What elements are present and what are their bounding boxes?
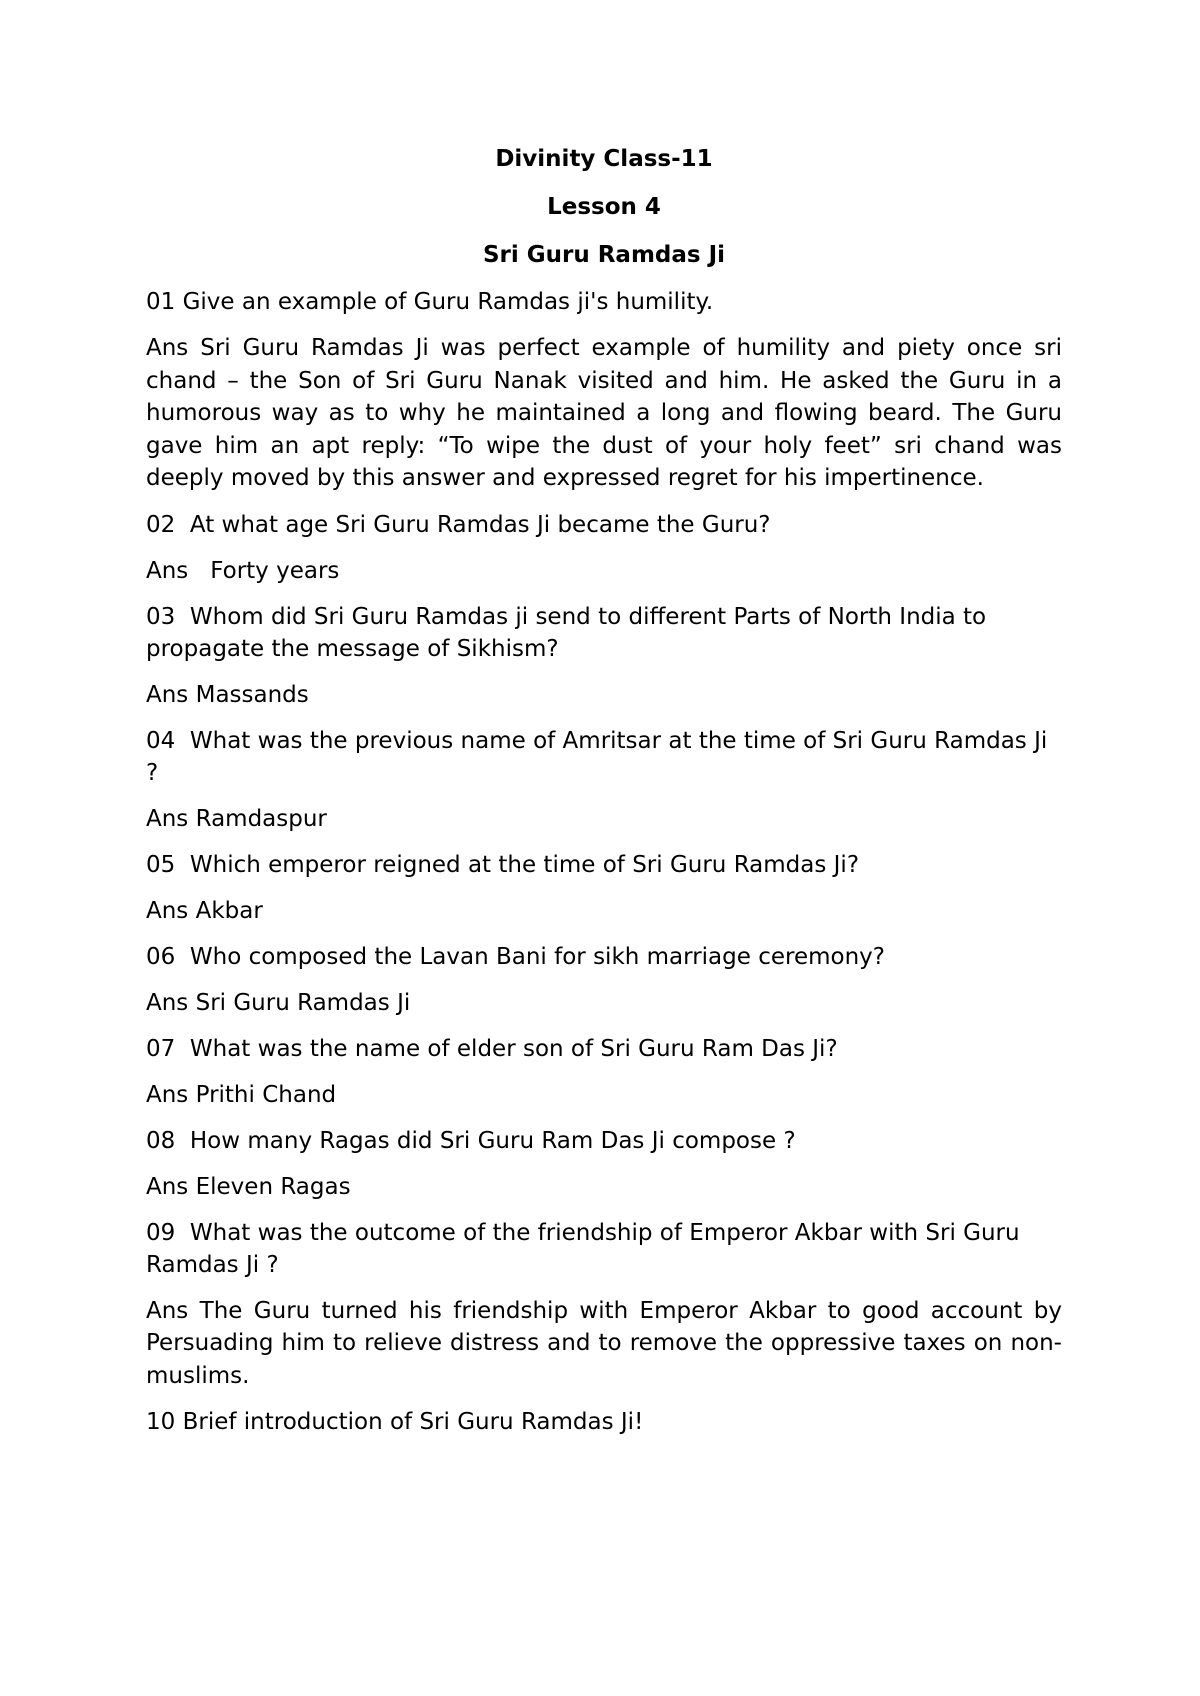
answer-03: Ans Massands — [146, 681, 309, 708]
answer-06: Ans Sri Guru Ramdas Ji — [146, 989, 411, 1016]
lesson-number: Lesson 4 — [547, 194, 661, 220]
answer-08: Ans Eleven Ragas — [146, 1173, 351, 1200]
question-03: 03 Whom did Sri Guru Ramdas ji send to different Parts of North India to propagate the message of Sikhism? — [146, 603, 994, 662]
question-02: 02 At what age Sri Guru Ramdas Ji became the Guru? — [146, 511, 771, 538]
answer-02: Ans Forty years — [146, 557, 340, 584]
answer-01: Ans Sri Guru Ramdas Ji was perfect example of humility and piety once sri chand – the Son of Sri Guru Nanak visited and him. He asked the Guru in a humorous way as to why he maintained a long and flowing beard. The Guru gave him an apt reply: “To wipe the dust of your holy feet” sri chand was deeply moved by this answer and expressed regret for his impertinence. — [146, 335, 1070, 491]
question-05: 05 Which emperor reigned at the time of Sri Guru Ramdas Ji? — [146, 851, 860, 878]
question-10: 10 Brief introduction of Sri Guru Ramdas Ji! — [146, 1409, 644, 1435]
question-07: 07 What was the name of elder son of Sri Guru Ram Das Ji? — [146, 1035, 838, 1062]
question-04: 04 What was the previous name of Amritsar at the time of Sri Guru Ramdas Ji ? — [146, 727, 1055, 786]
lesson-title: Sri Guru Ramdas Ji — [482, 242, 726, 268]
answer-05: Ans Akbar — [146, 897, 263, 924]
question-09: 09 What was the outcome of the friendship of Emperor Akbar with Sri Guru Ramdas Ji ? — [146, 1219, 1027, 1278]
question-01: 01 Give an example of Guru Ramdas ji's humility. — [146, 289, 714, 315]
answer-04: Ans Ramdaspur — [146, 805, 327, 832]
answer-09: Ans The Guru turned his friendship with Emperor Akbar to good account by Persuading him to relieve distress and to remove the oppressive taxes on non-muslims. — [146, 1297, 1070, 1389]
question-06: 06 Who composed the Lavan Bani for sikh marriage ceremony? — [146, 943, 885, 970]
question-08: 08 How many Ragas did Sri Guru Ram Das Ji compose ? — [146, 1127, 796, 1154]
document-title: Divinity Class-11 — [495, 146, 713, 172]
answer-07: Ans Prithi Chand — [146, 1081, 337, 1108]
